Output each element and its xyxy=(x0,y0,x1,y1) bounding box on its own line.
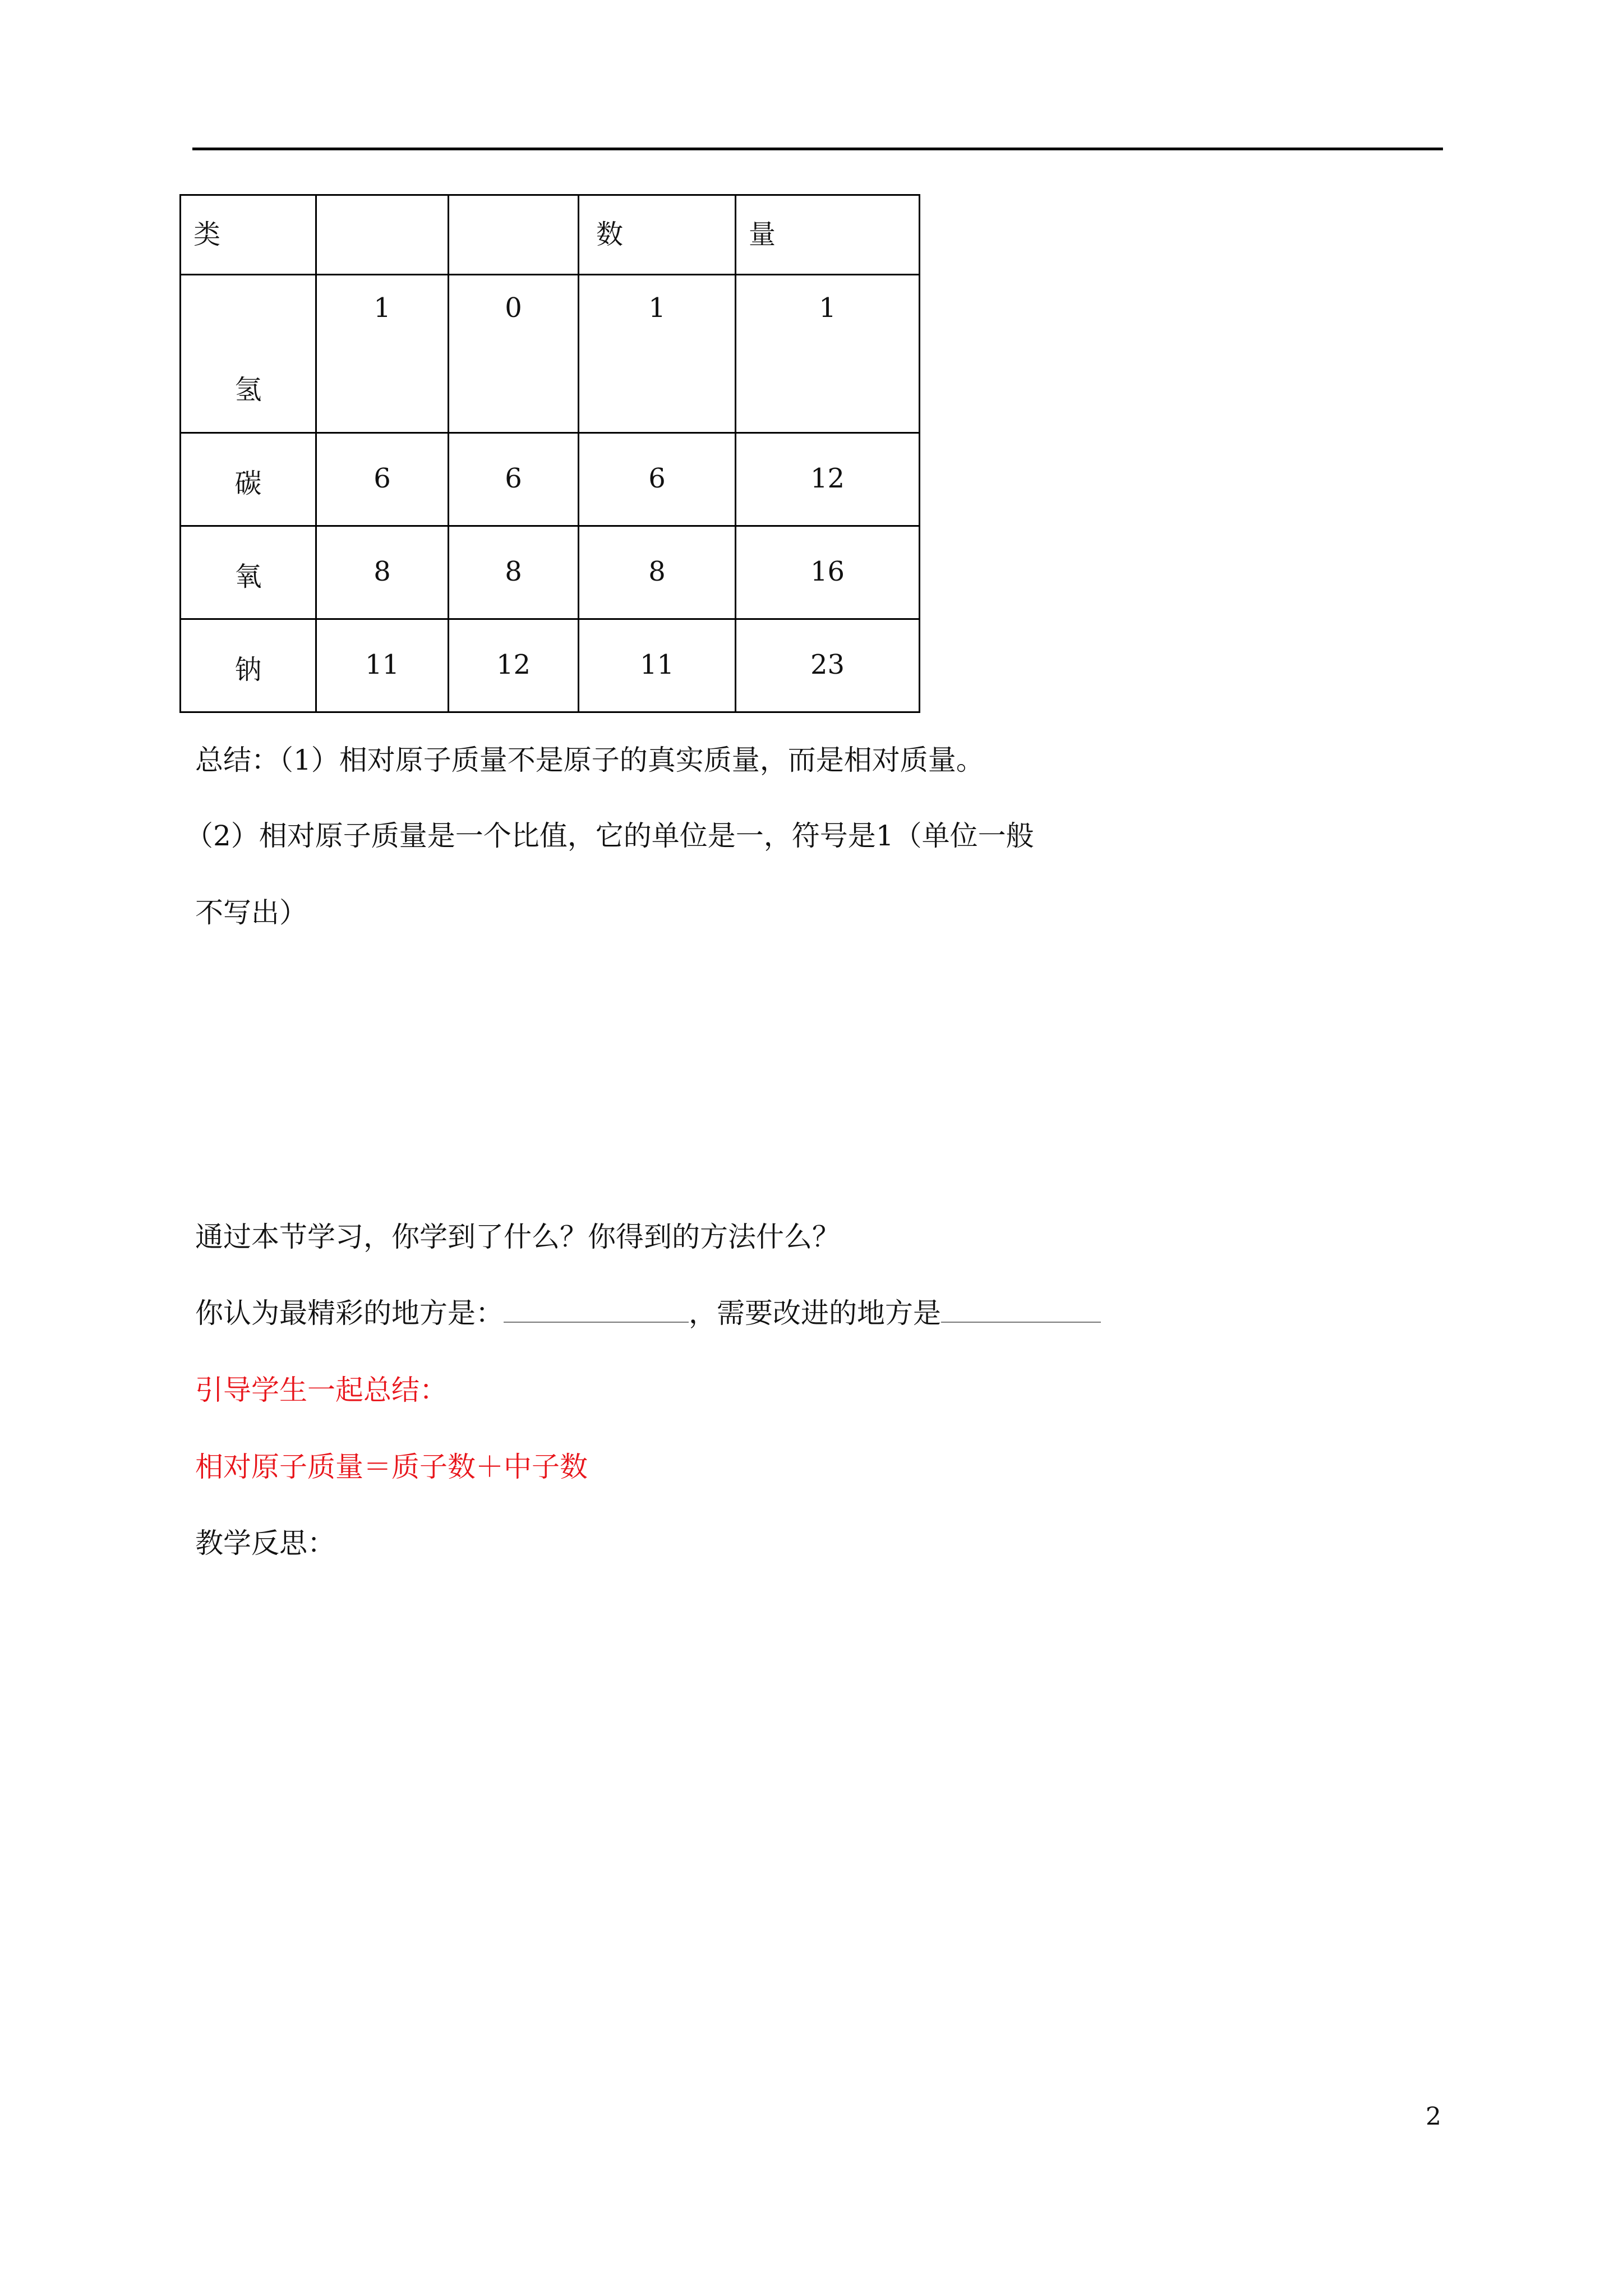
reflection-prompt xyxy=(195,1299,1101,1327)
element-cell: 钠 xyxy=(181,619,316,712)
table-cell: 8 xyxy=(449,526,579,619)
table-row xyxy=(181,619,920,712)
table-cell: 12 xyxy=(736,433,920,526)
table-row xyxy=(181,275,920,433)
summary-line-2: （2）相对原子质量是一个比值，它的单位是一，符号是1（单位一般 xyxy=(185,820,1034,852)
table-cell: 16 xyxy=(736,526,920,619)
element-cell: 碳 xyxy=(181,433,316,526)
table-cell: 6 xyxy=(316,433,449,526)
table-row xyxy=(181,433,920,526)
prompt-part-1: 你认为最精彩的地方是： xyxy=(195,1297,504,1329)
table-cell: 23 xyxy=(736,619,920,712)
table-header-cell xyxy=(316,195,449,275)
element-cell: 氧 xyxy=(181,526,316,619)
prompt-part-2: ，需要改进的地方是 xyxy=(689,1297,941,1329)
formula: 相对原子质量＝质子数＋中子数 xyxy=(195,1451,588,1483)
summary-line-1: 总结：（1）相对原子质量不是原子的真实质量，而是相对质量。 xyxy=(195,744,984,776)
table-cell: 1 xyxy=(736,275,920,433)
table-cell: 12 xyxy=(449,619,579,712)
teaching-reflection-label: 教学反思： xyxy=(195,1527,335,1559)
header-rule xyxy=(192,148,1443,150)
table-cell: 6 xyxy=(579,433,736,526)
table-header-cell: 类 xyxy=(181,195,316,275)
improvement-blank[interactable] xyxy=(941,1301,1101,1323)
guide-title: 引导学生一起总结： xyxy=(195,1374,448,1406)
table-cell: 1 xyxy=(579,275,736,433)
table-header-cell: 量 xyxy=(736,195,920,275)
atomic-mass-table xyxy=(179,194,920,713)
table-row xyxy=(181,526,920,619)
table-cell: 8 xyxy=(579,526,736,619)
table-cell: 11 xyxy=(579,619,736,712)
table-cell: 6 xyxy=(449,433,579,526)
table-cell: 0 xyxy=(449,275,579,433)
highlight-blank[interactable] xyxy=(504,1301,689,1323)
table-header-cell: 数 xyxy=(579,195,736,275)
table-header-row xyxy=(181,195,920,275)
table-cell: 11 xyxy=(316,619,449,712)
table-header-cell xyxy=(449,195,579,275)
reflection-question: 通过本节学习，你学到了什么？你得到的方法什么？ xyxy=(195,1221,840,1253)
element-cell: 氢 xyxy=(181,275,316,433)
table-cell: 1 xyxy=(316,275,449,433)
page-number: 2 xyxy=(1426,2102,1441,2131)
summary-line-3: 不写出） xyxy=(195,896,307,929)
table-cell: 8 xyxy=(316,526,449,619)
